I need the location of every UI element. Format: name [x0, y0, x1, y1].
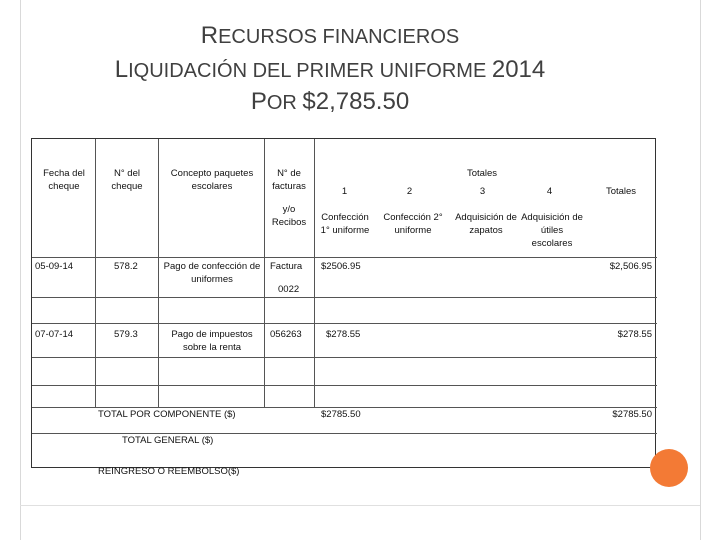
row1-total: $2,506.95 — [609, 261, 652, 272]
header-desc-4: Adquisición de útiles escolares — [521, 212, 583, 249]
row1-factura: Factura — [270, 261, 303, 272]
header-col-3: 3 — [479, 186, 486, 197]
header-col-4: 4 — [546, 186, 553, 197]
header-concepto: Concepto paquetes escolares — [170, 168, 254, 192]
row2-numero: 579.3 — [114, 329, 138, 340]
header-desc-3: Adquisición de zapatos — [455, 212, 517, 236]
header-totales-group: Totales — [466, 168, 498, 179]
row1-numero: 578.2 — [114, 261, 138, 272]
header-numero: N° del cheque — [111, 168, 143, 192]
row1-factura-number: 0022 — [278, 284, 300, 295]
row1-col1: $2506.95 — [321, 261, 361, 272]
header-col-2: 2 — [406, 186, 413, 197]
row2-total: $278.55 — [617, 329, 652, 340]
title-line-3: POR $2,785.50 — [250, 88, 410, 115]
total-componente-label: TOTAL POR COMPONENTE ($) — [98, 409, 236, 420]
header-facturas: N° de facturas — [272, 168, 306, 192]
frame-line-left — [20, 0, 21, 540]
row2-fecha: 07-07-14 — [35, 329, 74, 340]
header-desc-1: Confección 1° uniforme — [320, 212, 370, 236]
frame-line-right — [700, 0, 701, 540]
row2-factura: 056263 — [270, 329, 302, 340]
header-desc-2: Confección 2° uniforme — [383, 212, 443, 236]
finance-table — [31, 138, 656, 477]
row2-col1: $278.55 — [326, 329, 361, 340]
total-general-label: TOTAL GENERAL ($) — [122, 435, 214, 446]
header-totales-col: Totales — [605, 186, 637, 197]
header-fecha: Fecha del cheque — [43, 168, 85, 192]
total-componente-total: $2785.50 — [612, 409, 652, 420]
header-recibos: y/o Recibos — [271, 204, 307, 228]
reingreso-label: REINGRESO O REEMBOLSO($) — [98, 466, 240, 477]
accent-circle — [650, 449, 688, 487]
header-col-1: 1 — [341, 186, 348, 197]
row2-concepto: Pago de impuestos sobre la renta — [171, 329, 253, 353]
frame-line-bottom — [20, 505, 700, 506]
row1-concepto: Pago de confección de uniformes — [163, 261, 261, 285]
title-line-1: RECURSOS FINANCIEROS — [200, 22, 460, 49]
title-line-2: LIQUIDACIÓN DEL PRIMER UNIFORME 2014 — [114, 56, 546, 83]
total-componente-col1: $2785.50 — [321, 409, 361, 420]
row1-fecha: 05-09-14 — [35, 261, 74, 272]
